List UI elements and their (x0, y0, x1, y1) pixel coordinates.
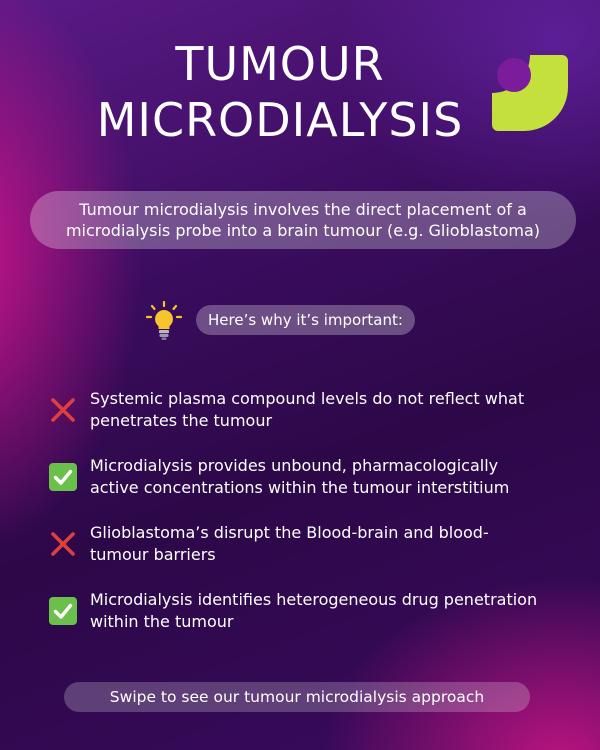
point-line-1: Microdialysis identifies heterogeneous drug penetration (90, 590, 538, 609)
point-line-2: penetrates the tumour (90, 411, 273, 430)
point-line-1: Glioblastoma’s disrupt the Blood-brain and blood- (90, 523, 489, 542)
intro-banner (30, 191, 576, 249)
point-line-2: active concentrations within the tumour interstitium (90, 478, 510, 497)
page-title (0, 36, 560, 148)
point-line-1: Systemic plasma compound levels do not reflect what (90, 389, 525, 408)
swipe-prompt: Swipe to see our tumour microdialysis approach (64, 682, 530, 712)
point-line-2: tumour barriers (90, 545, 216, 564)
point-line-2: within the tumour (90, 612, 234, 631)
brand-logo-icon (492, 55, 568, 131)
check-icon (48, 596, 78, 626)
list-item (48, 455, 568, 522)
list-item (48, 589, 568, 656)
point-line-1: Microdialysis provides unbound, pharmacologically (90, 456, 499, 475)
title-line-1: TUMOUR (175, 37, 385, 91)
cross-icon (48, 529, 78, 559)
check-icon (48, 462, 78, 492)
intro-line-1: Tumour microdialysis involves the direct placement of a (79, 200, 527, 219)
cross-icon (48, 395, 78, 425)
why-important-label: Here’s why it’s important: (196, 305, 415, 335)
title-line-2: MICRODIALYSIS (96, 93, 464, 147)
list-item (48, 522, 568, 589)
list-item (48, 388, 568, 455)
points-list (48, 388, 568, 656)
intro-line-2: microdialysis probe into a brain tumour (e.g. Glioblastoma) (65, 221, 541, 240)
lightbulb-icon (146, 301, 182, 341)
